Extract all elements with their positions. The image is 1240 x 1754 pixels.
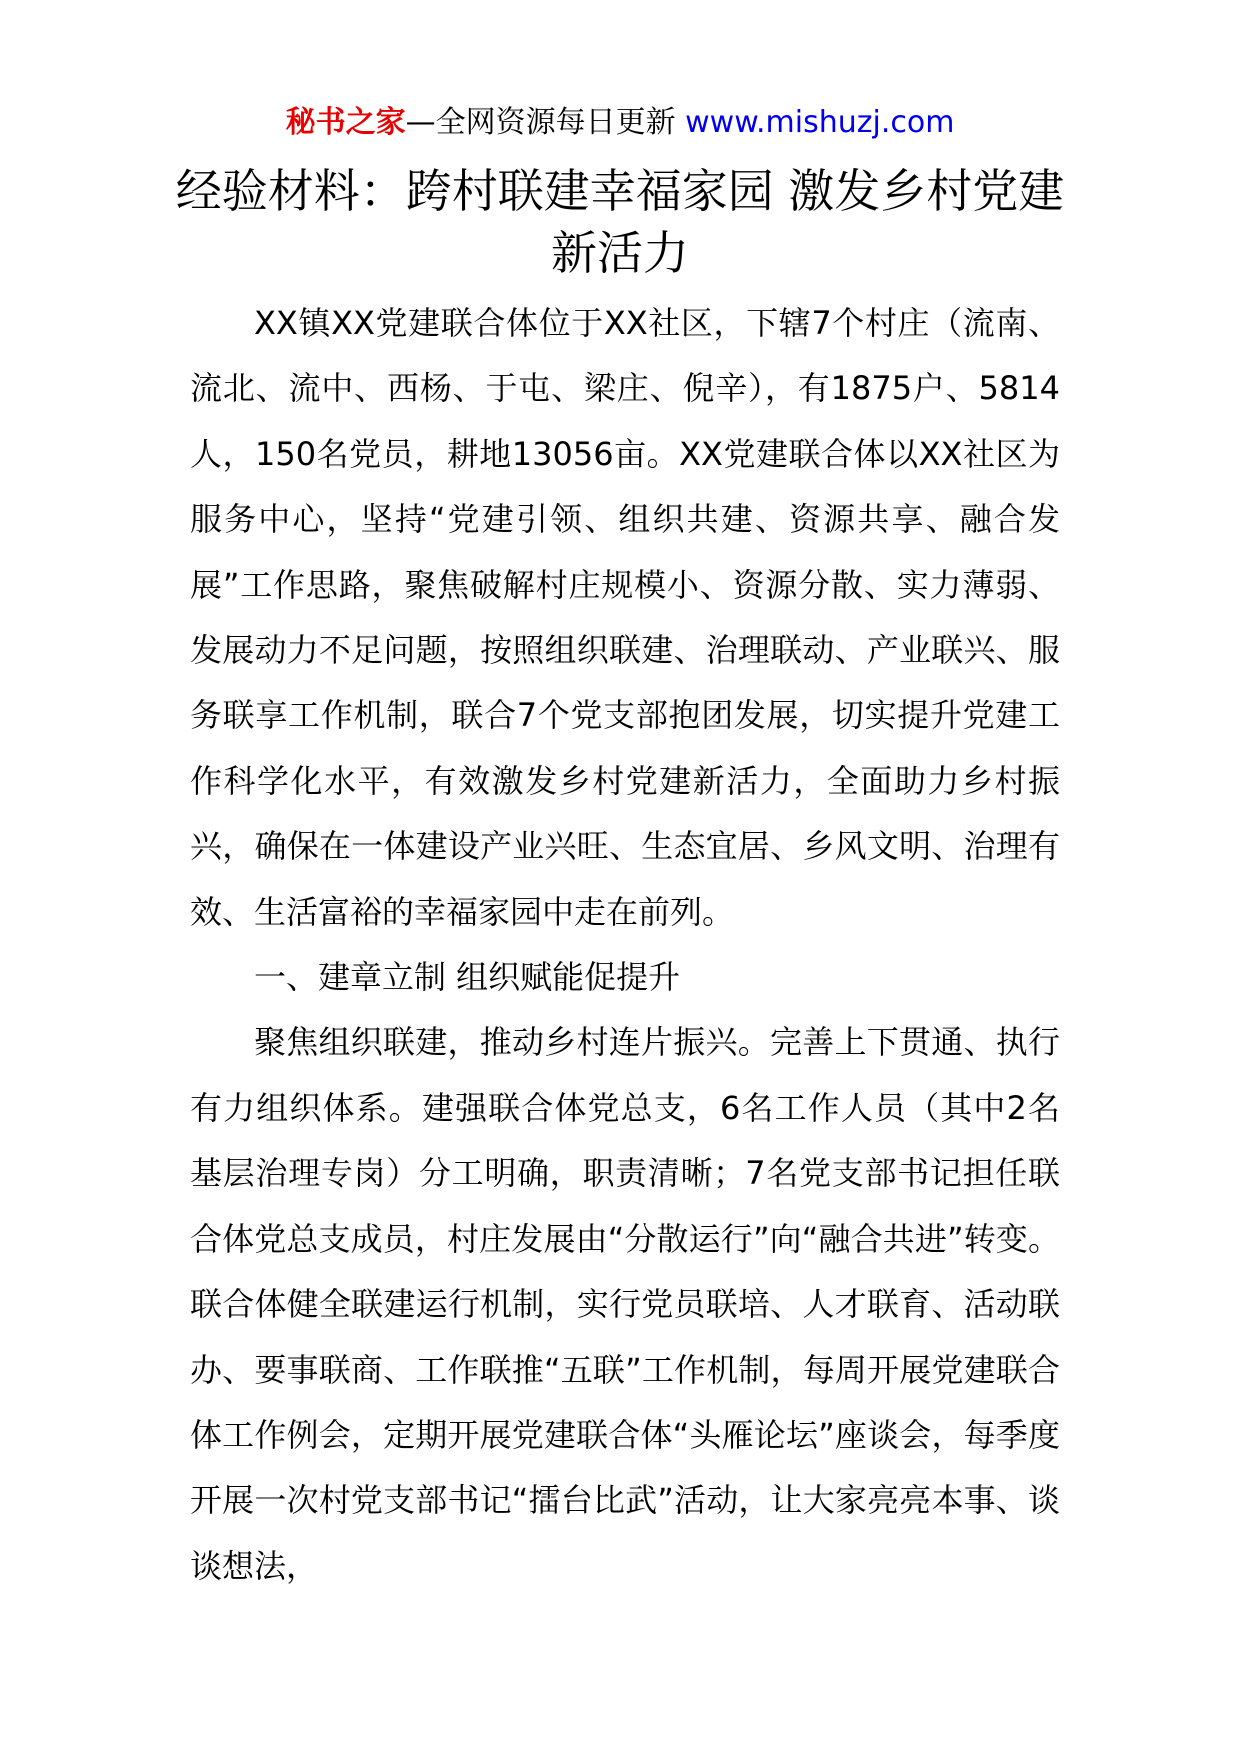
- site-url-link[interactable]: www.mishuzj.com: [685, 105, 955, 140]
- site-brand: 秘书之家: [285, 105, 406, 140]
- section-paragraph: 聚焦组织联建，推动乡村连片振兴。完善上下贯通、执行有力组织体系。建强联合体党总支，6名工作人员（其中2名基层治理专岗）分工明确，职责清晰；7名党支部书记担任联合体党总支成员，村庄发展由“分散运行”向“融合共进”转变。联合体健全联建运行机制，实行党员联培、人才联育、活动联办、要事联商、工作联推“五联”工作机制，每周开展党建联合体工作例会，定期开展党建联合体“头雁论坛”座谈会，每季度开展一次村党支部书记“擂台比武”活动，让大家亮亮本事、谈谈想法，: [190, 1023, 1060, 1585]
- section-heading: 一、建章立制 组织赋能促提升: [254, 958, 681, 997]
- intro-paragraph: XX镇XX党建联合体位于XX社区，下辖7个村庄（流南、流北、流中、西杨、于屯、梁庄、倪辛），有1875户、5814人，150名党员，耕地13056亩。XX党建联合体以XX社区为服务中心，坚持“党建引领、组织共建、资源共享、融合发展”工作思路，聚焦破解村庄规模小、资源分散、实力薄弱、发展动力不足问题，按照组织联建、治理联动、产业联兴、服务联享工作机制，联合7个党支部抱团发展，切实提升党建工作科学化水平，有效激发乡村党建新活力，全面助力乡村振兴，确保在一体建设产业兴旺、生态宜居、乡风文明、治理有效、生活富裕的幸福家园中走在前列。: [190, 304, 1060, 931]
- site-tagline: —全网资源每日更新: [405, 105, 676, 140]
- site-header: [0, 102, 1240, 144]
- document-title: 经验材料：跨村联建幸福家园 激发乡村党建新活力: [175, 164, 1065, 280]
- document-body: [190, 291, 1060, 1599]
